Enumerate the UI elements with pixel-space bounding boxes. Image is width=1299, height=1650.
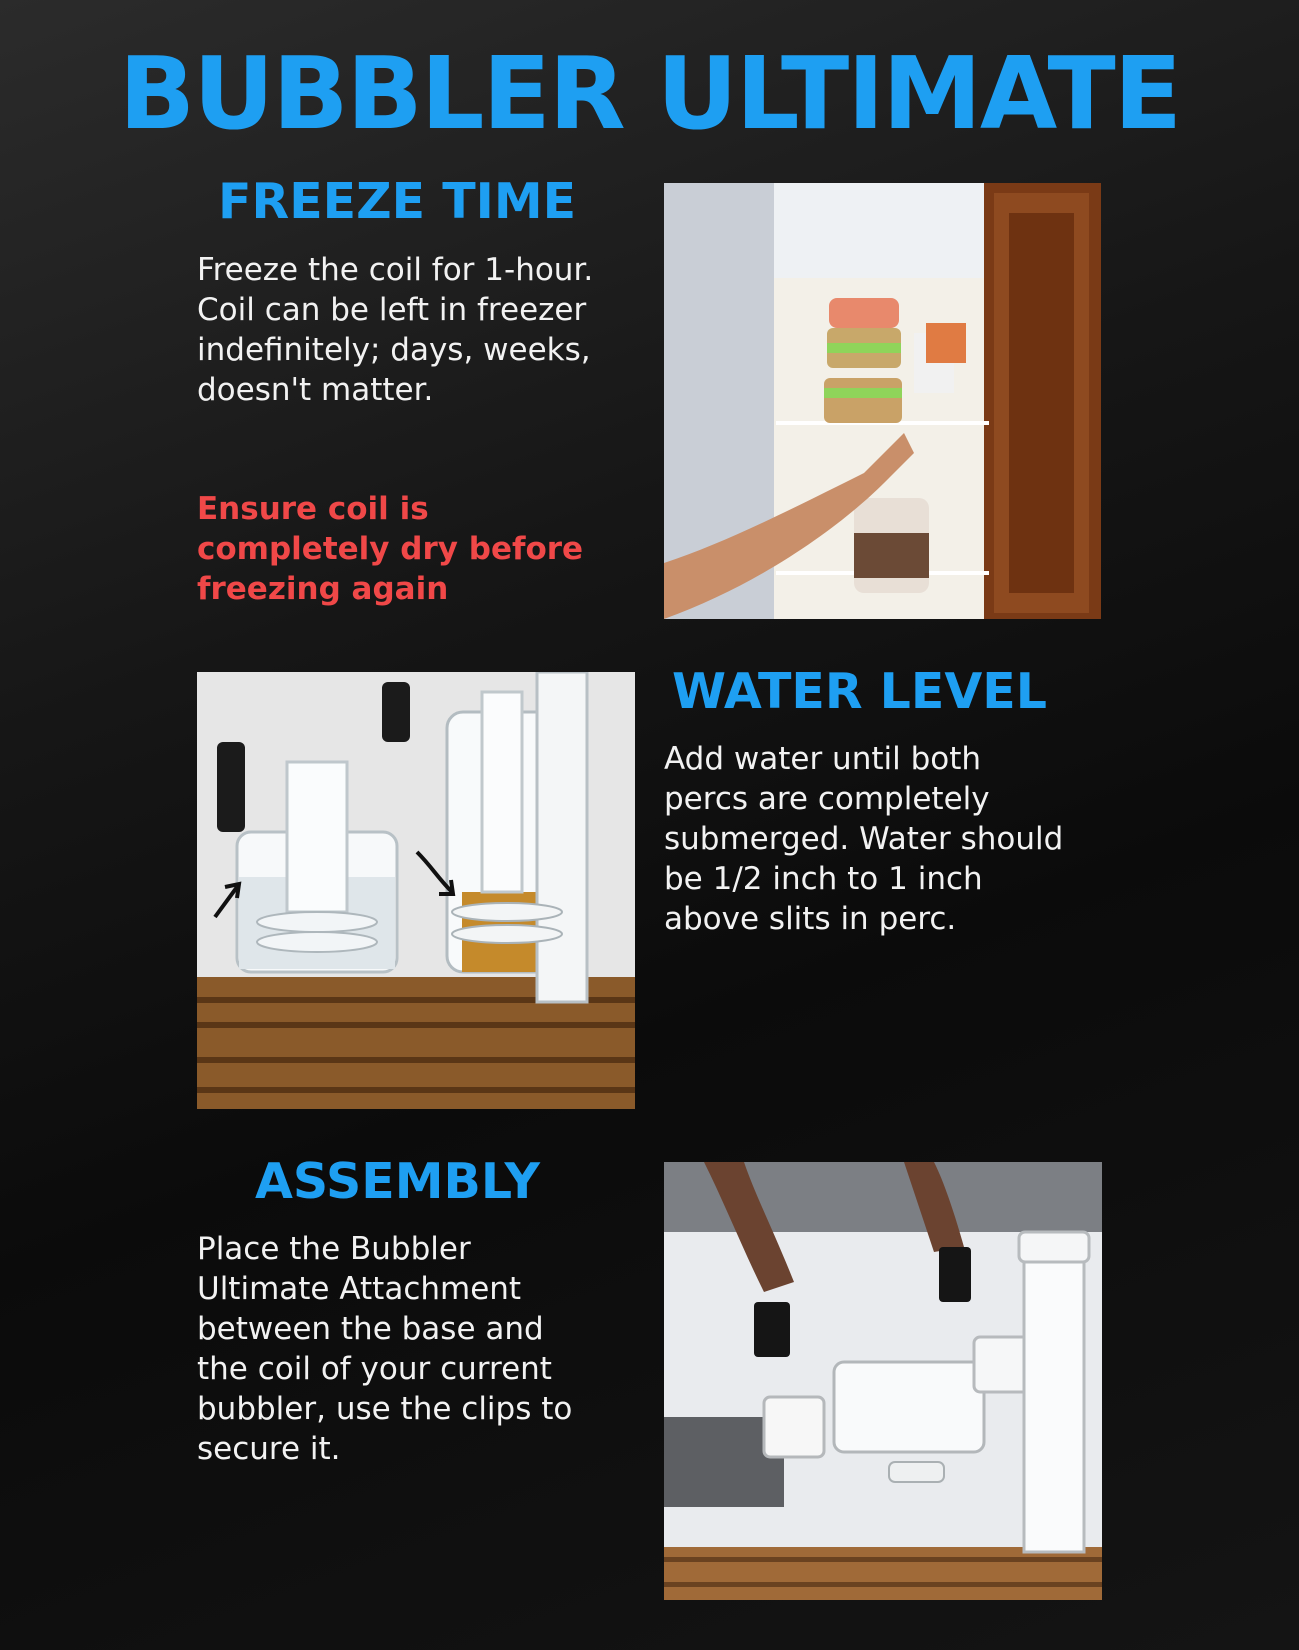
water-level-heading: WATER LEVEL bbox=[672, 663, 1047, 720]
freeze-time-heading: FREEZE TIME bbox=[218, 173, 577, 230]
freeze-time-text: Freeze the coil for 1-hour. Coil can be left in freezer indefinitely; days, weeks, doesn't matter. bbox=[197, 252, 594, 408]
assembly-text: Place the Bubbler Ultimate Attachment between the base and the coil of your current bubbler, use the clips to secure it. bbox=[197, 1231, 573, 1467]
freezer-photo bbox=[664, 183, 1101, 619]
assembly-photo bbox=[664, 1162, 1102, 1600]
freeze-warning-text: Ensure coil is completely dry before freezing again bbox=[197, 491, 584, 607]
water-level-text: Add water until both percs are completely submerged. Water should be 1/2 inch to 1 inch above slits in perc. bbox=[664, 741, 1064, 937]
water-level-photo bbox=[197, 672, 635, 1109]
page-title: BUBBLER ULTIMATE bbox=[118, 35, 1181, 152]
assembly-heading: ASSEMBLY bbox=[255, 1153, 540, 1210]
